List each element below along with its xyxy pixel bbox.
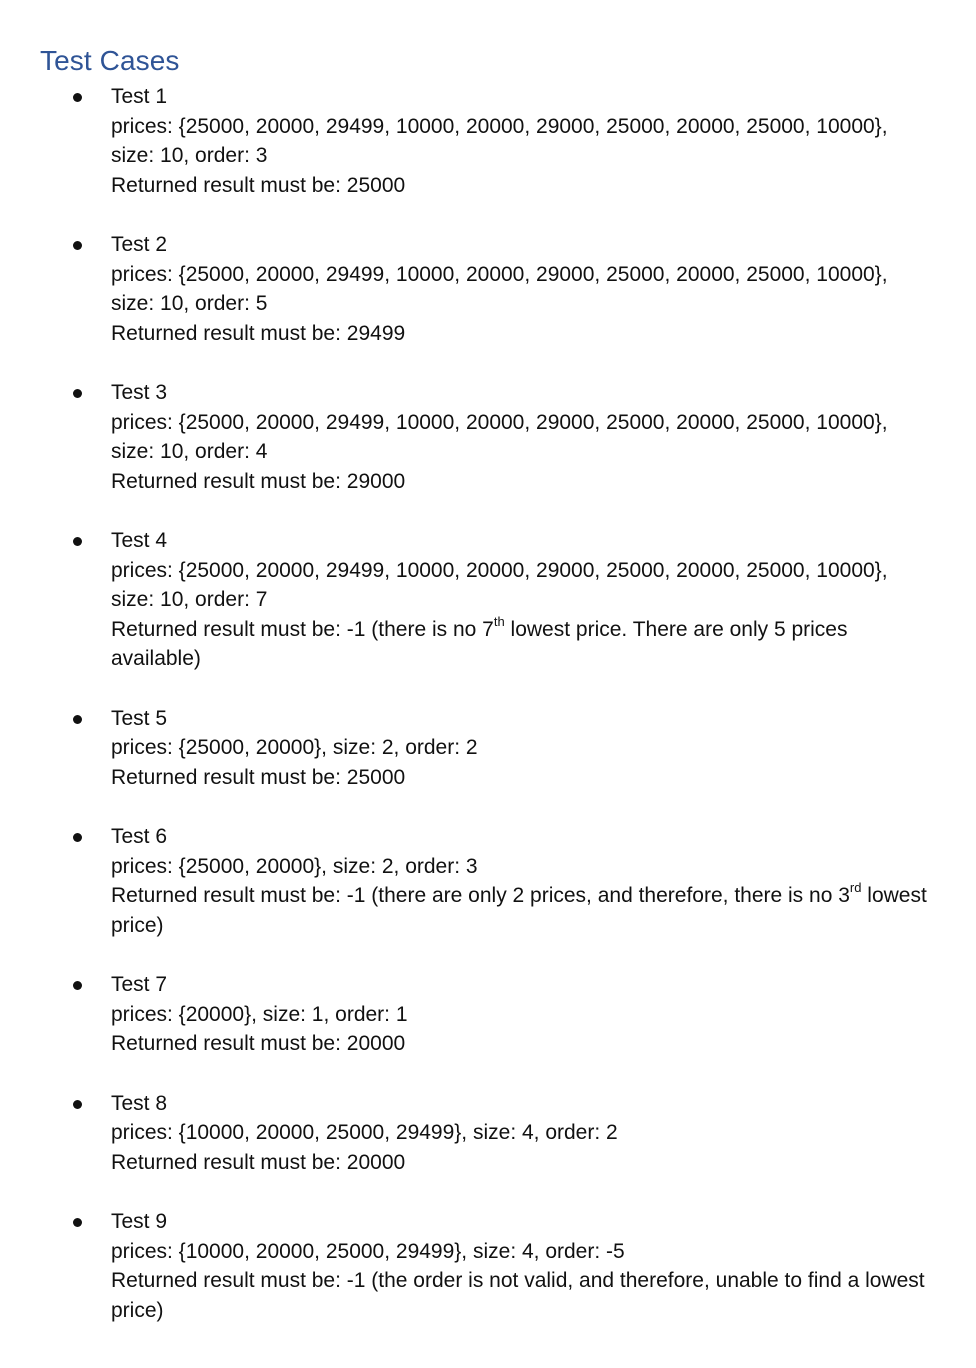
test-case-item	[0, 1089, 976, 1178]
result-text-continued: lowest price. There are only 5 prices available)	[111, 617, 848, 670]
test-title: Test 2	[111, 233, 168, 256]
test-params: size: 10, order: 7	[111, 588, 268, 611]
bullet-icon	[73, 241, 82, 250]
test-params: size: 10, order: 5	[111, 292, 268, 315]
test-case-item	[0, 378, 976, 496]
test-result: Returned result must be: 29499	[111, 321, 406, 345]
bullet-icon	[73, 537, 82, 546]
test-title: Test 1	[111, 85, 168, 108]
test-result: Returned result must be: -1 (the order is not valid, and therefore, unable to find a lowest price)	[111, 1269, 925, 1322]
test-result: Returned result must be: 29000	[111, 469, 406, 493]
test-prices: prices: {25000, 20000, 29499, 10000, 20000, 29000, 25000, 20000, 25000, 10000},	[111, 114, 888, 138]
test-case-list	[0, 82, 976, 1355]
test-case-item	[0, 230, 976, 348]
test-prices: prices: {25000, 20000, 29499, 10000, 20000, 29000, 25000, 20000, 25000, 10000},	[111, 262, 888, 286]
bullet-icon	[73, 1100, 82, 1109]
test-result: Returned result must be: 20000	[111, 1150, 406, 1174]
test-params: prices: {20000}, size: 1, order: 1	[111, 1002, 408, 1026]
test-case-item	[0, 704, 976, 793]
test-result: Returned result must be: 20000	[111, 1032, 406, 1055]
bullet-icon	[73, 715, 82, 724]
test-params: prices: {10000, 20000, 25000, 29499}, size: 4, order: -5	[111, 1239, 625, 1263]
test-result	[111, 881, 936, 940]
page-title: Test Cases	[40, 45, 180, 76]
test-title: Test 8	[111, 1091, 168, 1115]
test-result: Returned result must be: 25000	[111, 173, 406, 197]
test-case-item	[0, 526, 976, 674]
test-title: Test 7	[111, 973, 168, 996]
result-text: Returned result must be: -1 (there is no 7	[111, 617, 494, 641]
result-text-continued: lowest price)	[111, 884, 927, 937]
test-case-item	[0, 822, 976, 940]
bullet-icon	[73, 1218, 82, 1227]
test-title: Test 5	[111, 706, 168, 730]
test-params: size: 10, order: 3	[111, 144, 268, 167]
ordinal-suffix: th	[493, 613, 505, 629]
result-text: Returned result must be: -1 (there are only 2 prices, and therefore, there is no 3	[111, 884, 850, 907]
bullet-icon	[73, 981, 82, 990]
test-prices: prices: {25000, 20000, 29499, 10000, 20000, 29000, 25000, 20000, 25000, 10000},	[111, 410, 888, 434]
test-title: Test 4	[111, 529, 168, 552]
test-params: prices: {10000, 20000, 25000, 29499}, size: 4, order: 2	[111, 1121, 618, 1144]
test-params: prices: {25000, 20000}, size: 2, order: 2	[111, 736, 478, 759]
test-result	[111, 615, 936, 674]
bullet-icon	[73, 833, 82, 842]
test-result: Returned result must be: 25000	[111, 765, 406, 789]
test-params: prices: {25000, 20000}, size: 2, order: 3	[111, 854, 478, 878]
test-case-item	[0, 82, 976, 200]
bullet-icon	[73, 93, 82, 102]
test-params: size: 10, order: 4	[111, 440, 268, 463]
bullet-icon	[73, 389, 82, 398]
test-title: Test 9	[111, 1210, 168, 1233]
ordinal-suffix: rd	[849, 880, 862, 895]
test-title: Test 6	[111, 825, 168, 848]
test-prices: prices: {25000, 20000, 29499, 10000, 20000, 29000, 25000, 20000, 25000, 10000},	[111, 558, 888, 582]
test-title: Test 3	[111, 381, 168, 404]
test-case-item	[0, 970, 976, 1059]
test-case-item	[0, 1207, 976, 1325]
